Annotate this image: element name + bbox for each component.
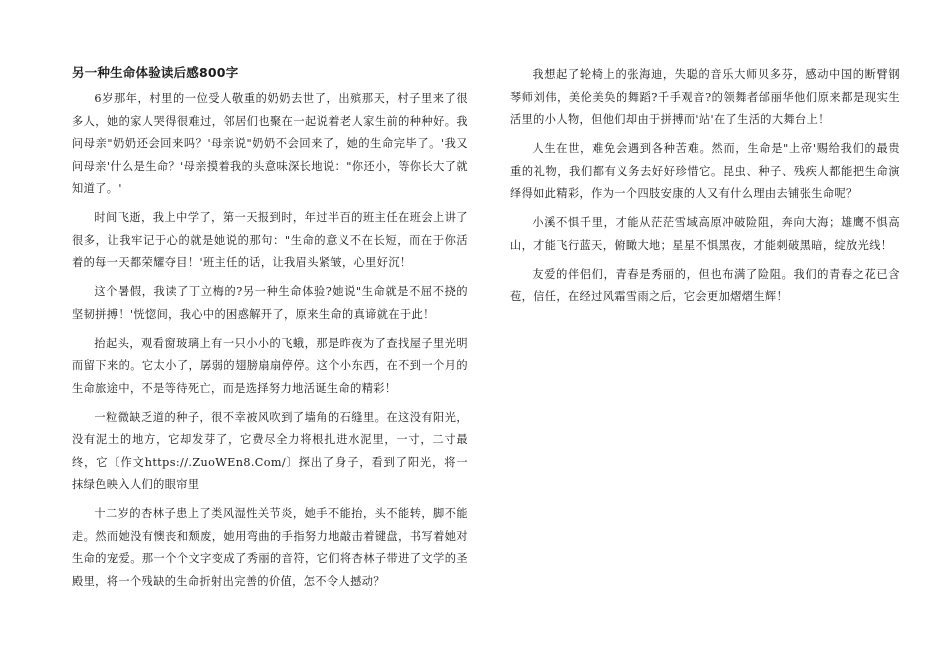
paragraph-2: 时间飞逝，我上中学了，第一天报到时，年过半百的班主任在班会上讲了很多，让我牢记于心的就是她说的那句："生命的意义不在长短，而在于你活着的每一天都荣耀夺目！'班主任的话，让我眉头紧皱，心里好沉！	[72, 211, 468, 269]
left-column	[72, 64, 468, 600]
paragraph-9: 小溪不惧千里，才能从茫茫雪域高原冲破险阻，奔向大海；雄鹰不惧高山，才能飞行蓝天，俯瞰大地；星星不惧黑夜，才能刺破黑暗，绽放光线！	[510, 216, 900, 252]
paragraph-10: 友爱的伴侣们，青春是秀丽的，但也布满了险阻。我们的青春之花已含苞，信任，在经过风霜雪雨之后，它会更加熠熠生辉！	[510, 267, 900, 303]
paragraph-6: 十二岁的杏林子患上了类风湿性关节炎，她手不能抬，头不能转，脚不能走。然而她没有懊丧和颓废，她用弯曲的手指努力地敲击着键盘，书写着她对生命的宠爱。那一个个文字变成了秀丽的音符，它们将杏林子带进了文学的圣殿里，将一个残缺的生命折射出完善的价值，怎不令人撼动？	[72, 507, 468, 588]
right-column	[510, 64, 900, 315]
paragraph-4: 抬起头，观看窗玻璃上有一只小小的飞蛾，那是昨夜为了查找屋子里光明而留下来的。它太小了，孱弱的翅膀扇扇停停。这个小东西，在不到一个月的生命旅途中，不是等待死亡，而是选择努力地活诞生命的精彩！	[72, 336, 468, 395]
paragraph-7: 我想起了轮椅上的张海迪，失聪的音乐大师贝多芬，感动中国的断臂钢琴师刘伟，美伦美奂的舞蹈?千手观音?的领舞者邰丽华他们原来都是现实生活里的小人物，但他们却由于拼搏而'站'在了生活的大舞台上！	[510, 68, 900, 126]
paragraph-3: 这个暑假，我读了丁立梅的?另一种生命体验?她说"生命就是不屈不挠的坚韧拼搏！'恍惚间，我心中的困惑解开了，原来生命的真谛就在于此！	[72, 285, 468, 321]
document-title: 另一种生命体验读后感800字	[72, 65, 239, 80]
paragraph-5: 一粒微缺乏道的种子，很不幸被风吹到了墙角的石缝里。在这没有阳光，没有泥土的地方，它却发芽了，它费尽全力将根扎进水泥里，一寸，二寸最终，它〔作文https://.ZuoWEn8.Com/〕探出了身子，看到了阳光，将一抹绿色映入人们的眼帘里	[72, 410, 468, 491]
paragraph-8: 人生在世，难免会遇到各种苦难。然而，生命是"上帝'赐给我们的最贵重的礼物，我们都有义务去好好珍惜它。昆虫、种子、残疾人都能把生命演绎得如此精彩，作为一个四肢安康的人又有什么理由去铺张生命呢？	[510, 142, 900, 200]
paragraph-1: 6岁那年，村里的一位受人敬重的奶奶去世了，出殡那天，村子里来了很多人，她的家人哭得很难过，邻居们也聚在一起说着老人家生前的种种好。我问母亲"奶奶还会回来吗？'母亲说"奶奶不会回来了，她的生命完毕了。'我又问母亲'什么是生命？'母亲摸着我的头意味深长地说："你还小，等你长大了就知道了。'	[72, 92, 468, 195]
